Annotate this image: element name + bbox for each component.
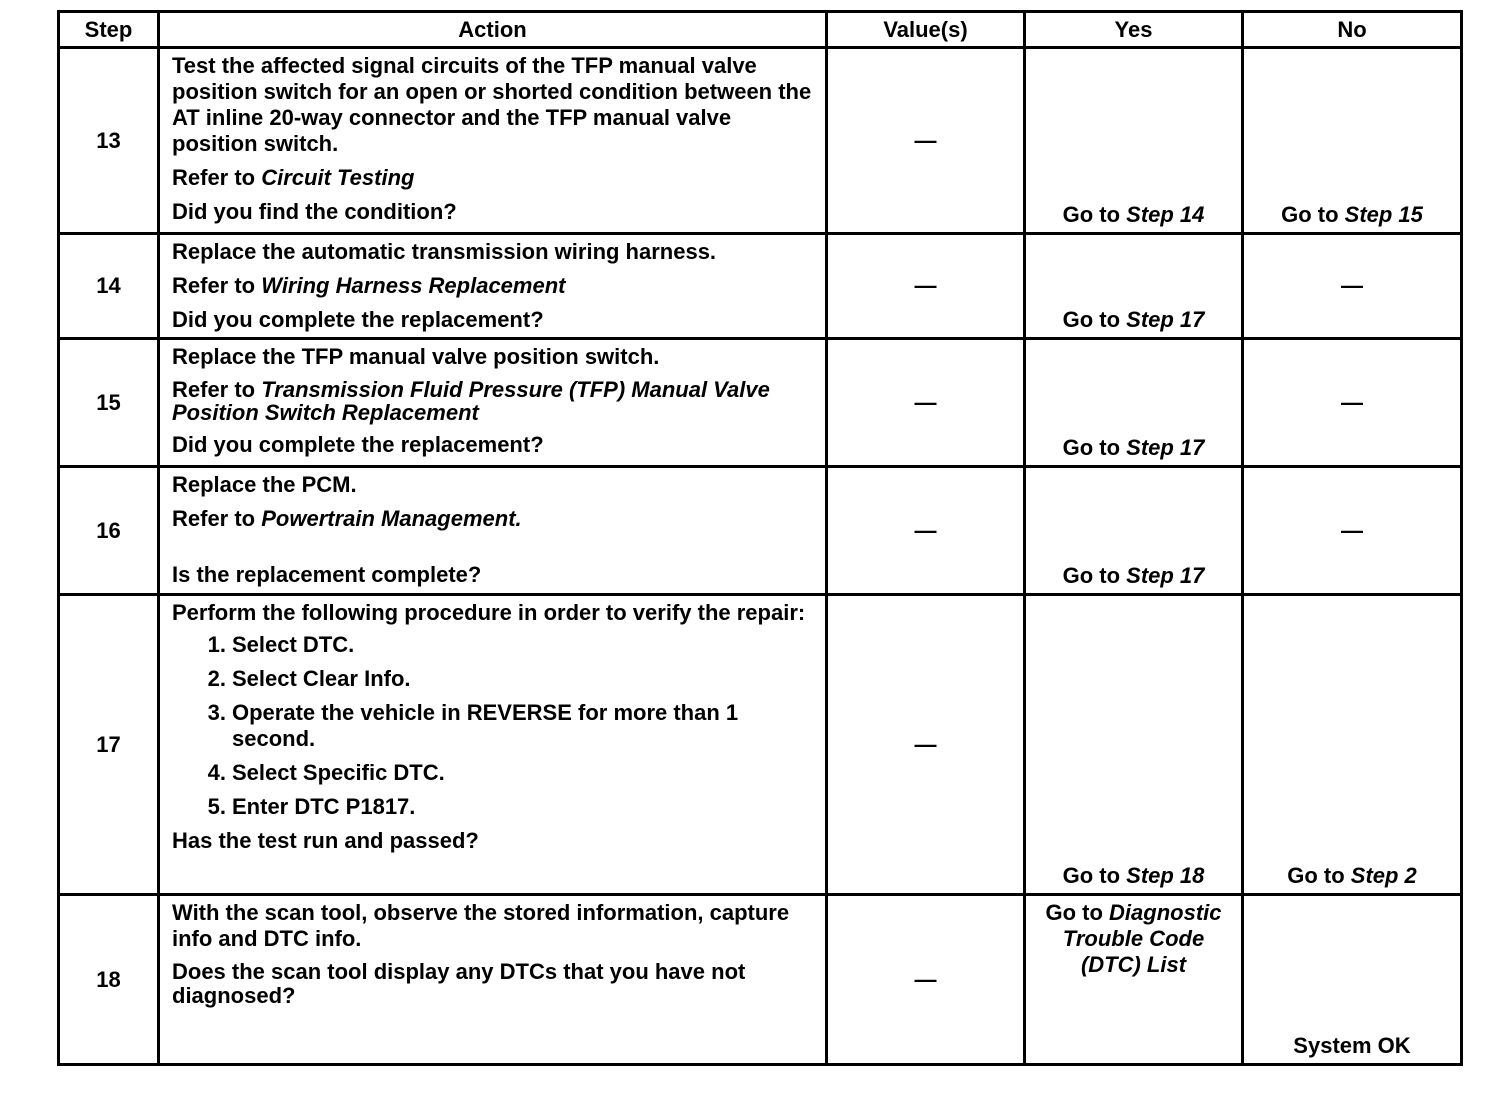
action-text: Replace the automatic transmission wiring harness. — [172, 239, 717, 264]
question-text: Did you complete the replacement? — [172, 432, 544, 457]
no-cell[interactable]: Go to Step 2 — [1243, 595, 1462, 895]
header-yes: Yes — [1025, 12, 1243, 48]
question-text: Has the test run and passed? — [172, 828, 479, 853]
action-text: Replace the TFP manual valve position switch. — [172, 344, 660, 369]
action-cell — [159, 339, 827, 467]
question-text: Is the replacement complete? — [172, 562, 482, 587]
step-number: 14 — [59, 234, 159, 339]
table-row — [59, 467, 1462, 595]
yes-cell[interactable]: Go to Step 18 — [1025, 595, 1243, 895]
list-item: 3. Operate the vehicle in REVERSE for more than 1 second. — [207, 700, 739, 751]
no-cell: — — [1243, 339, 1462, 467]
action-text: Replace the PCM. — [172, 472, 357, 497]
list-item: 1. Select DTC. — [207, 632, 355, 657]
step-number: 16 — [59, 467, 159, 595]
refer-line: Refer to Powertrain Management. — [172, 506, 522, 531]
list-item: 5. Enter DTC P1817. — [207, 794, 416, 819]
refer-line: Refer to Circuit Testing — [172, 165, 415, 190]
refer-link[interactable]: Transmission Fluid Pressure (TFP) Manual Valve Position Switch Replacement — [172, 377, 770, 425]
header-values: Value(s) — [827, 12, 1025, 48]
list-item: 2. Select Clear Info. — [207, 666, 411, 691]
header-row — [59, 12, 1462, 48]
table-row — [59, 234, 1462, 339]
header-step: Step — [59, 12, 159, 48]
yes-cell[interactable]: Go to Step 17 — [1025, 339, 1243, 467]
diagnostic-table — [57, 10, 1463, 1066]
procedure-list — [190, 632, 813, 820]
value-cell: — — [827, 234, 1025, 339]
question-text: Did you find the condition? — [172, 199, 457, 224]
value-cell: — — [827, 48, 1025, 234]
question-text: Does the scan tool display any DTCs that you have not diagnosed? — [172, 959, 746, 1008]
refer-link[interactable]: Wiring Harness Replacement — [261, 273, 566, 298]
refer-link[interactable]: Powertrain Management. — [261, 506, 522, 531]
value-cell: — — [827, 595, 1025, 895]
question-text: Did you complete the replacement? — [172, 307, 544, 332]
system-ok-text: System OK — [1293, 1033, 1411, 1058]
action-text: Test the affected signal circuits of the TFP manual valve position switch for an open or shorted condition between the AT inline 20-way connector and the TFP manual valve position switch. — [172, 53, 812, 156]
step-number: 13 — [59, 48, 159, 234]
step-number: 15 — [59, 339, 159, 467]
refer-link[interactable]: Circuit Testing — [261, 165, 415, 190]
action-cell — [159, 895, 827, 1065]
value-cell: — — [827, 467, 1025, 595]
value-cell: — — [827, 895, 1025, 1065]
no-cell: — — [1243, 234, 1462, 339]
no-cell[interactable]: Go to Step 15 — [1243, 48, 1462, 234]
no-cell[interactable] — [1243, 895, 1462, 1065]
refer-line: Refer to Wiring Harness Replacement — [172, 273, 566, 298]
action-cell — [159, 467, 827, 595]
dtc-list-link[interactable]: Diagnostic Trouble Code (DTC) List — [1062, 900, 1222, 977]
action-cell — [159, 48, 827, 234]
action-cell — [159, 595, 827, 895]
header-action: Action — [159, 12, 827, 48]
yes-cell[interactable]: Go to Step 17 — [1025, 467, 1243, 595]
action-cell — [159, 234, 827, 339]
table-row — [59, 895, 1462, 1065]
refer-line: Refer to Transmission Fluid Pressure (TFP) Manual Valve Position Switch Replacement — [172, 377, 770, 425]
list-item: 4. Select Specific DTC. — [207, 760, 445, 785]
value-cell: — — [827, 339, 1025, 467]
table-row — [59, 595, 1462, 895]
action-text: With the scan tool, observe the stored information, capture info and DTC info. — [172, 900, 790, 951]
yes-cell[interactable]: Go to Diagnostic Trouble Code (DTC) List — [1025, 895, 1243, 1065]
step-number: 17 — [59, 595, 159, 895]
no-cell: — — [1243, 467, 1462, 595]
table-row — [59, 339, 1462, 467]
header-no: No — [1243, 12, 1462, 48]
table-row — [59, 48, 1462, 234]
action-text: Perform the following procedure in order to verify the repair: — [172, 600, 806, 625]
step-number: 18 — [59, 895, 159, 1065]
yes-cell[interactable]: Go to Step 14 — [1025, 48, 1243, 234]
yes-cell[interactable]: Go to Step 17 — [1025, 234, 1243, 339]
